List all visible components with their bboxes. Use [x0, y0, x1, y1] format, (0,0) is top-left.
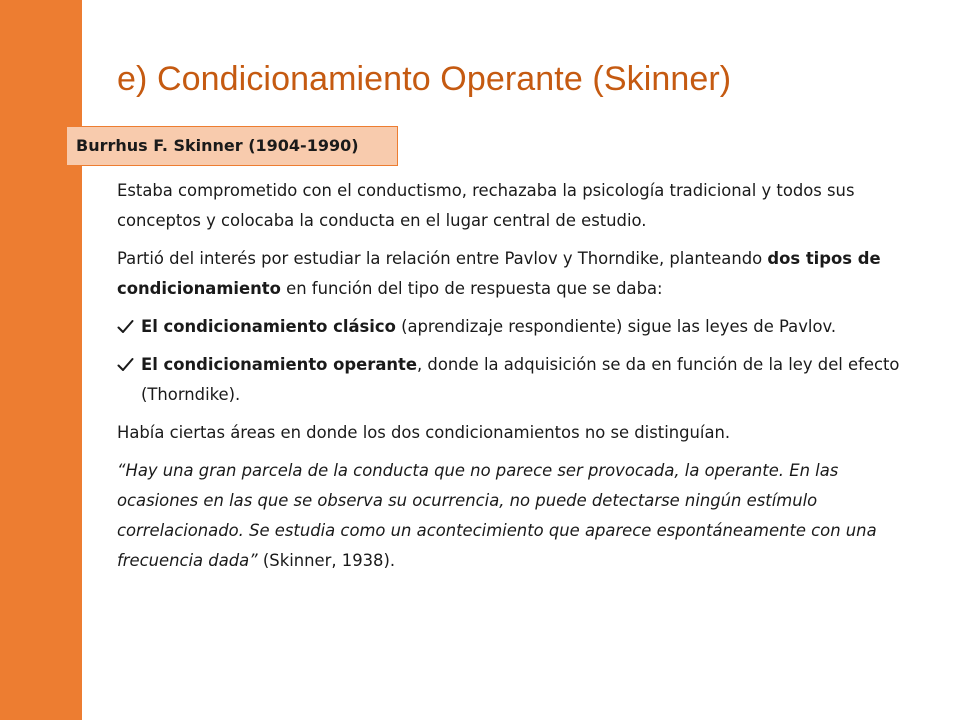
slide-body	[117, 176, 917, 584]
bullet-text: , donde la adquisición se da en función de la ley del efecto (Thorndike).	[141, 355, 900, 404]
bullet-text: (aprendizaje respondiente) sigue las leyes de Pavlov.	[395, 317, 837, 336]
paragraph-intro: Estaba comprometido con el conductismo, rechazaba la psicología tradicional y todos sus conceptos y colocaba la conducta en el lugar central de estudio.	[117, 181, 855, 230]
paragraph-text: Partió del interés por estudiar la relación entre Pavlov y Thorndike, planteando	[117, 249, 768, 268]
bullet-operant-conditioning	[117, 350, 917, 410]
checkmark-icon	[117, 318, 134, 335]
paragraph-conditioning-types	[117, 244, 917, 304]
quote-text: “Hay una gran parcela de la conducta que no parece ser provocada, la operante. En las ocasiones en las que se observa su ocurrencia, no puede detectarse ningún estímulo correlacionado. Se estudia como un acontecimiento que aparece espontáneamente con una frecuencia dada”	[117, 461, 877, 570]
bullet-bold-text: El condicionamiento operante	[141, 355, 417, 374]
paragraph-areas: Había ciertas áreas en donde los dos condicionamientos no se distinguían.	[117, 423, 731, 442]
paragraph-quote	[117, 456, 917, 576]
checkmark-icon	[117, 356, 134, 373]
slide-title: e) Condicionamiento Operante (Skinner)	[117, 60, 732, 98]
paragraph-text: en función del tipo de respuesta que se daba:	[280, 279, 663, 298]
bullet-classical-conditioning	[117, 312, 917, 342]
author-name-box: Burrhus F. Skinner (1904-1990)	[66, 126, 398, 166]
paragraph-bold-text: dos tipos de condicionamiento	[117, 249, 881, 298]
accent-bar	[0, 0, 82, 720]
quote-citation: (Skinner, 1938).	[257, 551, 396, 570]
bullet-bold-text: El condicionamiento clásico	[141, 317, 396, 336]
